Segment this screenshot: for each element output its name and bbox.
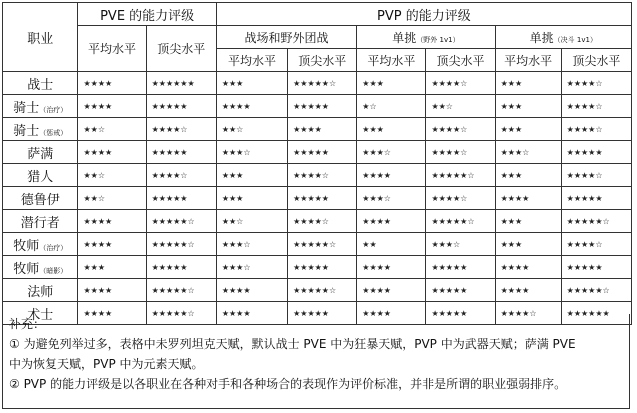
note-1b: 中为恢复天赋，PVP 中为元素天赋。 xyxy=(9,357,204,371)
class-name-cell xyxy=(3,279,78,302)
battleground-header: 战场和野外团战 xyxy=(216,26,356,49)
rating-cell: ★★★★ xyxy=(216,279,287,302)
rating-cell: ★★★ xyxy=(216,187,287,210)
table-row xyxy=(3,118,632,141)
pvp-header: PVP 的能力评级 xyxy=(216,3,631,26)
bg-top-header: 顶尖水平 xyxy=(288,49,357,72)
rating-cell: ★★★ xyxy=(495,164,561,187)
rating-cell: ★★★★ xyxy=(78,210,146,233)
rating-cell: ★★★★ xyxy=(357,302,426,325)
rating-cell: ★★★ xyxy=(216,72,287,95)
rating-cell: ★★☆ xyxy=(78,118,146,141)
rating-cell: ★★★★☆ xyxy=(561,118,631,141)
rating-cell: ★★★★☆ xyxy=(561,95,631,118)
rating-cell: ★★★★★★ xyxy=(146,72,216,95)
rating-cell: ★★★☆ xyxy=(426,233,495,256)
rating-cell: ★★★★★☆ xyxy=(288,233,357,256)
duel-arena-note: （决斗 1v1） xyxy=(553,35,597,44)
rating-cell: ★★★★★ xyxy=(146,256,216,279)
rating-cell: ★★★ xyxy=(495,210,561,233)
class-name-cell xyxy=(3,210,78,233)
note-2: ② PVP 的能力评级是以各职业在各种对手和各种场合的表现作为评价标准，并非是所谓的职业强弱排序。 xyxy=(9,377,567,391)
class-name-cell xyxy=(3,118,78,141)
rating-cell: ★★☆ xyxy=(216,210,287,233)
rating-cell: ★★★☆ xyxy=(495,141,561,164)
field-top-header: 顶尖水平 xyxy=(426,49,495,72)
table-row xyxy=(3,164,632,187)
class-name-cell xyxy=(3,233,78,256)
rating-cell: ★★☆ xyxy=(216,118,287,141)
notes-title: 补充： xyxy=(9,317,46,331)
bg-avg-header: 平均水平 xyxy=(216,49,287,72)
arena-top-header: 顶尖水平 xyxy=(561,49,631,72)
notes-box xyxy=(2,314,630,409)
table-row xyxy=(3,95,632,118)
duel-arena-label: 单挑 xyxy=(529,30,554,45)
rating-cell: ★★★★★ xyxy=(426,256,495,279)
rating-cell: ★★☆ xyxy=(78,187,146,210)
rating-cell: ★★★★★ xyxy=(146,141,216,164)
rating-cell: ★★★★ xyxy=(357,279,426,302)
class-name: 牧师 xyxy=(13,261,40,277)
rating-cell: ★★★ xyxy=(495,118,561,141)
class-name-cell xyxy=(3,95,78,118)
rating-cell: ★★★★☆ xyxy=(146,164,216,187)
class-name-cell xyxy=(3,256,78,279)
rating-cell: ★★★ xyxy=(78,256,146,279)
rating-cell: ★★★★ xyxy=(78,72,146,95)
rating-cell: ★★★★★ xyxy=(146,95,216,118)
rating-cell: ★★★★ xyxy=(495,187,561,210)
class-name: 法师 xyxy=(27,284,54,300)
rating-cell: ★★ xyxy=(357,233,426,256)
duel-field-note: （野外 1v1） xyxy=(416,35,460,44)
field-avg-header: 平均水平 xyxy=(357,49,426,72)
rating-cell: ★★★★ xyxy=(78,95,146,118)
rating-cell: ★★★★☆ xyxy=(426,141,495,164)
class-header: 职业 xyxy=(3,3,78,72)
rating-cell: ★★★★☆ xyxy=(426,187,495,210)
class-spec: （治疗） xyxy=(39,105,68,114)
rating-cell: ★★★★★☆ xyxy=(146,302,216,325)
table-row xyxy=(3,187,632,210)
rating-cell: ★★★ xyxy=(216,164,287,187)
rating-cell: ★★★★☆ xyxy=(561,164,631,187)
rating-cell: ★★★★☆ xyxy=(561,72,631,95)
rating-cell: ★★★★★☆ xyxy=(146,233,216,256)
rating-cell: ★★★★★ xyxy=(288,302,357,325)
rating-cell: ★★★ xyxy=(357,118,426,141)
class-spec: （惩戒） xyxy=(39,128,68,137)
rating-cell: ★★★☆ xyxy=(216,233,287,256)
rating-cell: ★★★★☆ xyxy=(288,164,357,187)
rating-cell: ★★★★★☆ xyxy=(426,210,495,233)
table-row xyxy=(3,233,632,256)
rating-cell: ★★☆ xyxy=(78,164,146,187)
rating-cell: ★★★★ xyxy=(216,95,287,118)
rating-cell: ★★★☆ xyxy=(357,141,426,164)
rating-cell: ★★★★★ xyxy=(561,141,631,164)
rating-cell: ★★★★★☆ xyxy=(426,164,495,187)
class-name: 牧师 xyxy=(13,238,40,254)
rating-cell: ★★★★☆ xyxy=(426,72,495,95)
rating-cell: ★★★★☆ xyxy=(495,302,561,325)
rating-cell: ★★☆ xyxy=(426,95,495,118)
class-name-cell xyxy=(3,141,78,164)
class-name-cell xyxy=(3,187,78,210)
rating-cell: ★★★★ xyxy=(288,118,357,141)
class-name-cell xyxy=(3,72,78,95)
class-name: 萨满 xyxy=(27,146,54,162)
rating-cell: ★★★★★ xyxy=(426,302,495,325)
rating-cell: ★★★★★ xyxy=(288,187,357,210)
rating-cell: ★★★★★★ xyxy=(561,302,631,325)
rating-cell: ★★★★★☆ xyxy=(288,279,357,302)
table-row xyxy=(3,72,632,95)
duel-arena-header xyxy=(495,26,631,49)
arena-avg-header: 平均水平 xyxy=(495,49,561,72)
rating-cell: ★★★★ xyxy=(78,302,146,325)
rating-cell: ★★★★☆ xyxy=(426,118,495,141)
rating-cell: ★★★★☆ xyxy=(288,210,357,233)
rating-cell: ★★★★★ xyxy=(426,279,495,302)
class-name: 德鲁伊 xyxy=(20,192,60,208)
rating-cell: ★★★★ xyxy=(78,141,146,164)
rating-cell: ★★★★★☆ xyxy=(146,279,216,302)
rating-cell: ★★★☆ xyxy=(357,187,426,210)
pve-header: PVE 的能力评级 xyxy=(78,3,216,26)
rating-cell: ★★★★★☆ xyxy=(146,210,216,233)
class-name: 潜行者 xyxy=(20,215,60,231)
rating-cell: ★★★★ xyxy=(216,302,287,325)
rating-cell: ★☆ xyxy=(357,95,426,118)
class-name: 猎人 xyxy=(27,169,54,185)
rating-cell: ★★★★ xyxy=(495,279,561,302)
table-row xyxy=(3,210,632,233)
table-body xyxy=(3,72,632,325)
rating-cell: ★★★ xyxy=(495,72,561,95)
rating-cell: ★★★★★ xyxy=(146,187,216,210)
rating-cell: ★★★ xyxy=(495,95,561,118)
rating-cell: ★★★ xyxy=(357,72,426,95)
rating-table xyxy=(2,2,632,325)
rating-cell: ★★★★★☆ xyxy=(561,210,631,233)
class-name: 骑士 xyxy=(13,123,40,139)
rating-cell: ★★★★ xyxy=(357,164,426,187)
class-spec: （暗影） xyxy=(39,266,68,275)
rating-cell: ★★★★★ xyxy=(561,256,631,279)
class-name: 骑士 xyxy=(13,100,40,116)
rating-cell: ★★★★★ xyxy=(288,256,357,279)
rating-cell: ★★★★☆ xyxy=(561,233,631,256)
rating-cell: ★★★★ xyxy=(78,279,146,302)
rating-cell: ★★★★ xyxy=(495,256,561,279)
table-row xyxy=(3,141,632,164)
class-name: 术士 xyxy=(27,307,54,323)
rating-cell: ★★★★☆ xyxy=(146,118,216,141)
class-name-cell xyxy=(3,164,78,187)
rating-cell: ★★★★★ xyxy=(288,141,357,164)
table-row xyxy=(3,256,632,279)
note-1a: ① 为避免列举过多，表格中未罗列坦克天赋，默认战士 PVE 中为狂暴天赋，PVP 中为武器天赋；萨满 PVE xyxy=(9,337,576,351)
rating-cell: ★★★★ xyxy=(357,210,426,233)
duel-field-header xyxy=(357,26,495,49)
pve-avg-header: 平均水平 xyxy=(78,26,146,72)
rating-cell: ★★★☆ xyxy=(216,141,287,164)
rating-cell: ★★★★★☆ xyxy=(288,72,357,95)
rating-cell: ★★★★ xyxy=(78,233,146,256)
table-row xyxy=(3,279,632,302)
pve-top-header: 顶尖水平 xyxy=(146,26,216,72)
rating-cell: ★★★★★ xyxy=(288,95,357,118)
duel-field-label: 单挑 xyxy=(392,30,417,45)
rating-cell: ★★★☆ xyxy=(216,256,287,279)
rating-cell: ★★★★★☆ xyxy=(561,279,631,302)
rating-cell: ★★★ xyxy=(495,233,561,256)
rating-cell: ★★★★ xyxy=(357,256,426,279)
rating-cell: ★★★★★ xyxy=(561,187,631,210)
class-name: 战士 xyxy=(27,77,54,93)
class-spec: （治疗） xyxy=(39,243,68,252)
